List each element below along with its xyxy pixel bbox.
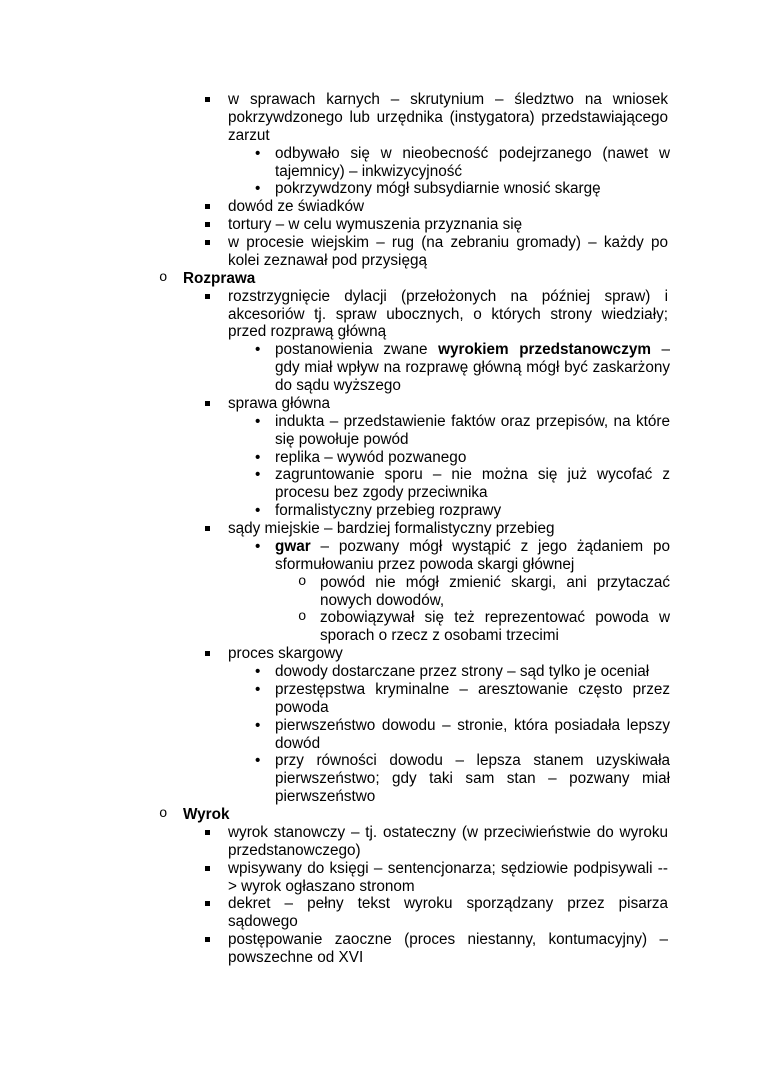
outline bbox=[0, 91, 760, 967]
list-item-text: rozstrzygnięcie dylacji (przełożonych na później spraw) i akcesoriów tj. spraw ubocznych, o których strony wiedziały; przed rozprawą główną bbox=[228, 287, 668, 341]
dot-bullet-icon: • bbox=[255, 663, 261, 680]
sub-item-text: zagruntowanie sporu – nie można się już wycofać z procesu bez zgody przeciwnika bbox=[275, 466, 670, 502]
sub-item bbox=[255, 448, 670, 467]
list-item bbox=[228, 198, 668, 216]
list-item-text: sądy miejskie – bardziej formalistyczny przebieg bbox=[228, 520, 555, 537]
sub-item bbox=[255, 716, 670, 753]
list-item bbox=[228, 234, 668, 270]
sub-item bbox=[255, 752, 670, 806]
sub-item bbox=[255, 466, 670, 502]
list-item-text: sprawa główna bbox=[228, 394, 331, 412]
list-item bbox=[228, 395, 668, 520]
circle-bullet-icon: o bbox=[298, 573, 307, 590]
list-item-text: dekret – pełny tekst wyroku sporządzany przez pisarza sądowego bbox=[228, 895, 668, 931]
list-item bbox=[228, 288, 668, 395]
dot-bullet-icon: • bbox=[255, 466, 261, 484]
dot-bullet-icon: • bbox=[255, 144, 261, 162]
list-item bbox=[228, 216, 668, 234]
sub-item-text: dowody dostarczane przez strony – sąd tylko je oceniał bbox=[275, 663, 650, 680]
square-bullet-icon bbox=[205, 901, 210, 906]
list-item-text: dowód ze świadków bbox=[228, 198, 365, 216]
section-heading-text: Wyrok bbox=[183, 806, 230, 823]
text-segment: postanowienia zwane bbox=[275, 341, 439, 359]
sub-item-text: pokrzywdzony mógł subsydiarnie wnosić skargę bbox=[275, 180, 601, 198]
square-bullet-icon bbox=[205, 240, 210, 245]
square-bullet-icon bbox=[205, 97, 210, 102]
dot-bullet-icon: • bbox=[255, 180, 261, 198]
sub-item-text: przy równości dowodu – lepsza stanem uzyskiwała pierwszeństwo; gdy taki sam stan – pozwany miał pierwszeństwo bbox=[275, 752, 670, 806]
sub-item-text: odbywało się w nieobecność podejrzanego (nawet w tajemnicy) – inkwizycyjność bbox=[275, 144, 670, 180]
list-item-text: postępowanie zaoczne (proces niestanny, kontumacyjny) – powszechne od XVI bbox=[228, 931, 668, 966]
square-bullet-icon bbox=[205, 204, 210, 209]
list-item-text: wpisywany do księgi – sentencjonarza; sędziowie podpisywali --> wyrok ogłaszano stronom bbox=[228, 859, 668, 895]
sub-item bbox=[255, 680, 670, 717]
sub-item-text: indukta – przedstawienie faktów oraz przepisów, na które się powołuje powód bbox=[275, 412, 670, 448]
text-segment: – gdy miał wpływ na rozprawę główną mógł być zaskarżony do sądu wyższego bbox=[275, 341, 670, 394]
sub-item bbox=[255, 144, 670, 181]
bold-term: wyrokiem przedstanowczym bbox=[438, 341, 651, 359]
square-bullet-icon bbox=[205, 651, 210, 656]
circle-bullet-icon: o bbox=[159, 806, 168, 822]
sub-item bbox=[255, 412, 670, 449]
text-segment: – pozwany mógł wystąpić z jego żądaniem po sformułowaniu przez powoda skargi głównej bbox=[275, 537, 670, 573]
square-bullet-icon bbox=[205, 866, 210, 871]
section-rozprawa bbox=[0, 270, 760, 806]
intro-list bbox=[0, 91, 760, 270]
list-item bbox=[228, 645, 668, 806]
list-item bbox=[228, 860, 668, 896]
square-bullet-icon bbox=[205, 401, 210, 406]
section-wyrok bbox=[0, 806, 760, 967]
list-item-text: w sprawach karnych – skrutynium – śledztwo na wniosek pokrzywdzonego lub urzędnika (instygatora) przedstawiającego zarzut bbox=[228, 91, 668, 144]
list-item-text: w procesie wiejskim – rug (na zebraniu gromady) – każdy po kolei zeznawał pod przysięgą bbox=[228, 234, 668, 269]
sub-item bbox=[255, 537, 670, 645]
list-item bbox=[228, 824, 668, 860]
list-item bbox=[228, 520, 668, 645]
square-bullet-icon bbox=[205, 830, 210, 835]
sub-item-text: przestępstwa kryminalne – aresztowanie często przez powoda bbox=[275, 680, 670, 716]
dot-bullet-icon: • bbox=[255, 448, 261, 466]
dot-bullet-icon: • bbox=[255, 716, 261, 734]
dot-bullet-icon: • bbox=[255, 680, 261, 698]
square-bullet-icon bbox=[205, 526, 210, 531]
list-item bbox=[228, 91, 668, 198]
list-item-text: proces skargowy bbox=[228, 645, 343, 663]
sub-item-text bbox=[275, 341, 670, 395]
sub-sub-item-text: zobowiązywał się też reprezentować powoda w sporach o rzecz z osobami trzecimi bbox=[320, 609, 670, 645]
square-bullet-icon bbox=[205, 294, 210, 299]
list-item-text: tortury – w celu wymuszenia przyznania się bbox=[228, 216, 523, 234]
circle-bullet-icon: o bbox=[159, 269, 168, 286]
circle-bullet-icon: o bbox=[298, 609, 307, 626]
dot-bullet-icon: • bbox=[255, 752, 261, 770]
section-heading-text: Rozprawa bbox=[183, 269, 256, 287]
section-heading bbox=[159, 269, 663, 288]
list-item-text: wyrok stanowczy – tj. ostateczny (w przeciwieństwie do wyroku przedstanowczego) bbox=[228, 823, 668, 859]
sub-item-text: pierwszeństwo dowodu – stronie, która posiadała lepszy dowód bbox=[275, 716, 670, 752]
dot-bullet-icon: • bbox=[255, 537, 261, 555]
bold-term: gwar bbox=[275, 537, 311, 555]
sub-item bbox=[255, 663, 670, 681]
sub-item-text: formalistyczny przebieg rozprawy bbox=[275, 502, 502, 520]
section-heading bbox=[159, 806, 663, 824]
dot-bullet-icon: • bbox=[255, 502, 261, 520]
list-item bbox=[228, 895, 668, 931]
square-bullet-icon bbox=[205, 222, 210, 227]
sub-sub-item bbox=[298, 609, 670, 645]
sub-item-text: replika – wywód pozwanego bbox=[275, 448, 467, 466]
sub-item bbox=[255, 341, 670, 395]
dot-bullet-icon: • bbox=[255, 412, 261, 430]
dot-bullet-icon: • bbox=[255, 341, 261, 359]
list-item bbox=[228, 931, 668, 967]
sub-item bbox=[255, 180, 670, 198]
sub-item-text bbox=[275, 538, 670, 574]
sub-sub-item-text: powód nie mógł zmienić skargi, ani przytaczać nowych dowodów, bbox=[320, 573, 670, 609]
sub-sub-item bbox=[298, 573, 670, 610]
square-bullet-icon bbox=[205, 937, 210, 942]
sub-item bbox=[255, 502, 670, 520]
